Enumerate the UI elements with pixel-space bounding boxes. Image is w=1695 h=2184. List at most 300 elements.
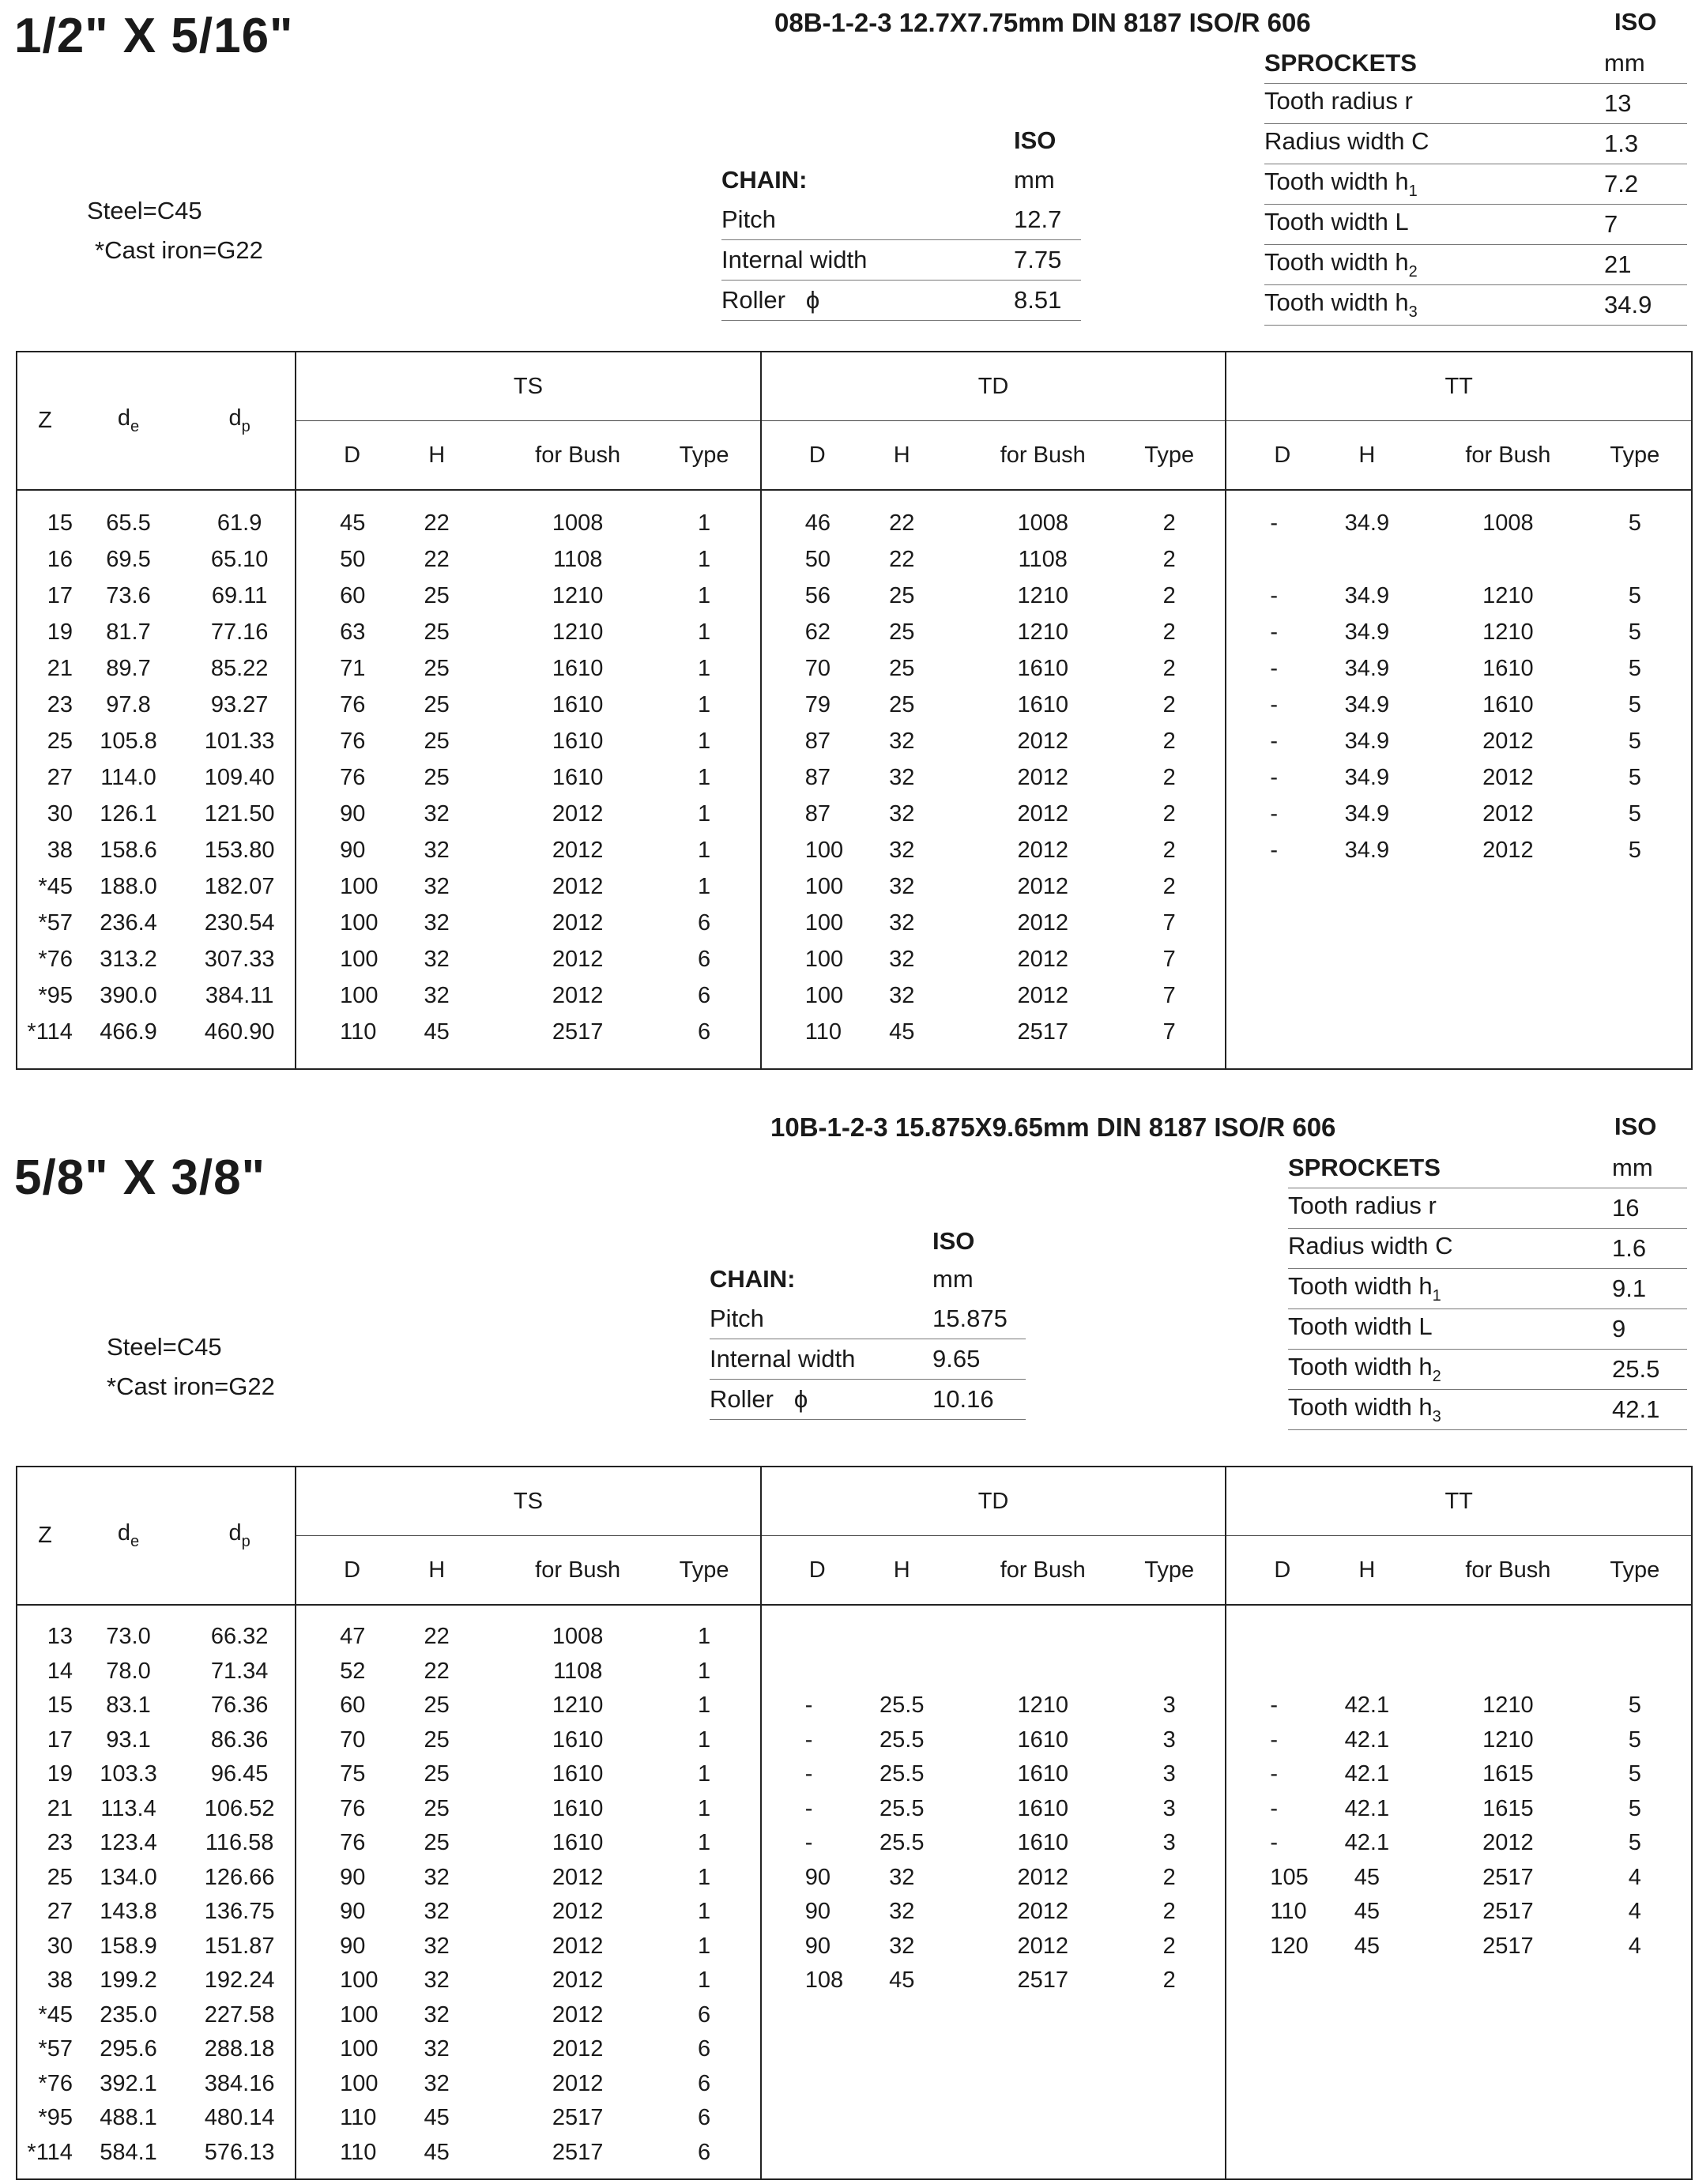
table-cell bbox=[1579, 941, 1691, 977]
size-title: 5/8" X 3/8" bbox=[14, 1150, 266, 1205]
table-cell: 25.5 bbox=[880, 1795, 925, 1821]
table-cell: 2 bbox=[1162, 800, 1176, 827]
table-cell: 2012 bbox=[552, 1967, 604, 1994]
chain-label: Pitch bbox=[721, 200, 1014, 240]
table-cell: 5 bbox=[1628, 764, 1641, 790]
table-cell: 584.1 bbox=[100, 2139, 157, 2165]
table-cell: 1 bbox=[698, 1933, 711, 1959]
table-cell: 66.32 bbox=[210, 1624, 269, 1650]
table-cell: 30 bbox=[47, 800, 73, 827]
table-cell: 42.1 bbox=[1344, 1795, 1390, 1821]
table-cell: 5 bbox=[1628, 1761, 1641, 1787]
table-cell: 2 bbox=[1162, 619, 1176, 645]
table-cell: 47 bbox=[296, 1620, 366, 1655]
table-cell: 61.9 bbox=[217, 510, 262, 536]
sprocket-label: Tooth width h bbox=[1288, 1272, 1433, 1300]
table-cell: *45 bbox=[38, 873, 73, 899]
table-cell: *114 bbox=[27, 1019, 73, 1045]
table-cell: 17 bbox=[47, 1726, 73, 1753]
col-header: for Bush bbox=[972, 421, 1113, 491]
table-cell: 32 bbox=[889, 1933, 915, 1959]
table-cell: 1 bbox=[698, 1899, 711, 1925]
table-cell: 488.1 bbox=[100, 2105, 157, 2131]
table-row bbox=[17, 505, 1691, 541]
table-cell: 32 bbox=[424, 2036, 450, 2062]
sprocket-label: Tooth width h bbox=[1264, 248, 1409, 276]
table-cell: 90 bbox=[761, 1930, 831, 1964]
table-cell: 6 bbox=[698, 909, 711, 936]
table-cell: 2 bbox=[1162, 728, 1176, 754]
table-cell: 153.80 bbox=[204, 837, 275, 863]
table-cell bbox=[1226, 2101, 1296, 2136]
table-cell: 5 bbox=[1628, 691, 1641, 717]
table-cell: - bbox=[761, 1757, 831, 1792]
material-cast-iron: *Cast iron=G22 bbox=[95, 236, 263, 264]
col-header: H bbox=[1297, 1536, 1438, 1606]
table-cell: 32 bbox=[424, 837, 450, 863]
table-cell: 2 bbox=[1162, 764, 1176, 790]
table-cell: *95 bbox=[38, 982, 73, 1008]
table-cell: 32 bbox=[889, 728, 915, 754]
table-cell: 25 bbox=[424, 1693, 450, 1719]
table-cell: 22 bbox=[889, 546, 915, 572]
table-cell bbox=[1579, 1655, 1691, 1689]
table-row bbox=[17, 1792, 1691, 1827]
table-cell: 1610 bbox=[1482, 655, 1534, 681]
table-cell: 100 bbox=[761, 905, 831, 941]
sprockets-table bbox=[1288, 1148, 1687, 1430]
table-cell: 25.5 bbox=[880, 1693, 925, 1719]
table-cell: *45 bbox=[38, 2001, 73, 2028]
table-cell bbox=[1113, 2101, 1226, 2136]
table-cell: 100 bbox=[296, 868, 366, 905]
sprockets-unit: mm bbox=[1604, 43, 1687, 84]
table-cell bbox=[1297, 2032, 1438, 2067]
table-cell: 23 bbox=[47, 1830, 73, 1856]
chain-row bbox=[710, 1299, 1026, 1339]
table-cell: - bbox=[1226, 687, 1296, 723]
table-cell: 110 bbox=[296, 2101, 366, 2136]
col-header: for Bush bbox=[507, 1536, 649, 1606]
table-cell bbox=[1579, 2032, 1691, 2067]
table-cell: 16 bbox=[47, 546, 73, 572]
table-cell: 105 bbox=[1226, 1861, 1296, 1896]
table-cell: 87 bbox=[761, 759, 831, 796]
chain-label: Roller bbox=[721, 286, 785, 314]
table-cell: 2 bbox=[1162, 837, 1176, 863]
table-cell: 25 bbox=[47, 1864, 73, 1890]
table-cell: 110 bbox=[1226, 1895, 1296, 1930]
table-cell bbox=[1297, 541, 1438, 578]
table-cell: 25 bbox=[889, 582, 915, 608]
table-cell: 100 bbox=[296, 941, 366, 977]
table-cell bbox=[1226, 1998, 1296, 2033]
table-cell: 113.4 bbox=[100, 1795, 156, 1821]
table-cell bbox=[1437, 905, 1579, 941]
table-cell: 1008 bbox=[1017, 510, 1068, 536]
table-cell: 87 bbox=[761, 723, 831, 759]
spec-title: 10B-1-2-3 15.875X9.65mm DIN 8187 ISO/R 606 bbox=[770, 1113, 1336, 1142]
sprockets-iso-label: ISO bbox=[1614, 8, 1657, 36]
table-cell: 32 bbox=[889, 946, 915, 972]
table-cell bbox=[1226, 1964, 1296, 1998]
table-cell: *76 bbox=[38, 2070, 73, 2096]
col-dp: $d_p$ bbox=[184, 1467, 296, 1605]
table-cell: 5 bbox=[1628, 800, 1641, 827]
table-cell: 70 bbox=[296, 1723, 366, 1758]
table-cell: - bbox=[761, 1826, 831, 1861]
table-cell: - bbox=[1226, 1757, 1296, 1792]
table-cell: 69.11 bbox=[211, 582, 268, 608]
table-cell: 2012 bbox=[552, 2001, 604, 2028]
table-cell bbox=[1226, 1014, 1296, 1050]
table-cell: 110 bbox=[296, 2136, 366, 2171]
material-notes bbox=[87, 191, 263, 270]
table-cell: 32 bbox=[889, 873, 915, 899]
table-cell: 1210 bbox=[552, 582, 604, 608]
table-cell bbox=[831, 2032, 973, 2067]
sprockets-iso-label: ISO bbox=[1614, 1113, 1657, 1140]
table-cell: 235.0 bbox=[100, 2001, 157, 2028]
table-cell: 100 bbox=[296, 1964, 366, 1998]
table-cell: 2012 bbox=[1482, 728, 1534, 754]
table-cell: 76 bbox=[296, 1792, 366, 1827]
table-cell: 25.5 bbox=[880, 1830, 925, 1856]
table-cell bbox=[1579, 977, 1691, 1014]
table-cell: 2012 bbox=[1482, 1830, 1534, 1856]
table-cell: 121.50 bbox=[204, 800, 275, 827]
table-cell: 5 bbox=[1628, 655, 1641, 681]
table-cell: 7 bbox=[1162, 1019, 1176, 1045]
table-cell: 100 bbox=[761, 868, 831, 905]
table-cell: 2012 bbox=[552, 946, 604, 972]
table-cell: 2012 bbox=[552, 800, 604, 827]
table-cell: 32 bbox=[889, 800, 915, 827]
table-cell: 34.9 bbox=[1344, 619, 1390, 645]
col-header: for Bush bbox=[972, 1536, 1113, 1606]
table-cell: 106.52 bbox=[204, 1795, 275, 1821]
table-cell: 50 bbox=[296, 541, 366, 578]
table-cell: 56 bbox=[761, 578, 831, 614]
sprocket-row bbox=[1264, 124, 1687, 164]
table-row bbox=[17, 723, 1691, 759]
table-cell bbox=[1437, 1014, 1579, 1050]
table-cell: 2012 bbox=[552, 2070, 604, 2096]
table-cell: 32 bbox=[424, 2001, 450, 2028]
table-cell: 1 bbox=[698, 1795, 711, 1821]
sprocket-row bbox=[1288, 1229, 1687, 1269]
table-cell: 1210 bbox=[1017, 582, 1068, 608]
table-cell: - bbox=[1226, 650, 1296, 687]
spec-title: 08B-1-2-3 12.7X7.75mm DIN 8187 ISO/R 606 bbox=[774, 8, 1311, 37]
table-cell bbox=[1437, 2067, 1579, 2102]
table-cell: 73.0 bbox=[106, 1624, 151, 1650]
table-cell bbox=[1297, 2136, 1438, 2171]
table-cell: 34.9 bbox=[1344, 837, 1390, 863]
chain-table bbox=[710, 1260, 1026, 1420]
table-cell bbox=[761, 2136, 831, 2171]
table-cell: 2012 bbox=[552, 837, 604, 863]
table-cell: 45 bbox=[1354, 1864, 1380, 1890]
table-cell: 90 bbox=[296, 1861, 366, 1896]
col-header: H bbox=[831, 421, 973, 491]
col-de: $d_e$ bbox=[73, 352, 184, 490]
table-cell: 69.5 bbox=[106, 546, 151, 572]
chain-value: 12.7 bbox=[1014, 200, 1081, 240]
size-title: 1/2" X 5/16" bbox=[14, 9, 294, 63]
table-cell: 83.1 bbox=[106, 1693, 151, 1719]
table-cell: 1 bbox=[698, 728, 711, 754]
table-cell: 2 bbox=[1162, 1933, 1176, 1959]
sprocket-row: Tooth width $h_1$ 9.1 bbox=[1288, 1269, 1687, 1309]
table-cell bbox=[1437, 868, 1579, 905]
sprocket-label: Tooth radius r bbox=[1288, 1192, 1437, 1219]
table-row bbox=[17, 868, 1691, 905]
table-cell: 32 bbox=[889, 764, 915, 790]
table-cell: 25 bbox=[424, 582, 450, 608]
table-row bbox=[17, 1930, 1691, 1964]
table-cell: 1 bbox=[698, 546, 711, 572]
material-steel: Steel=C45 bbox=[87, 197, 202, 224]
table-cell bbox=[1579, 905, 1691, 941]
table-cell: 143.8 bbox=[100, 1899, 157, 1925]
table-cell: 79 bbox=[761, 687, 831, 723]
table-cell: 32 bbox=[424, 1864, 450, 1890]
table-cell: 42.1 bbox=[1344, 1693, 1390, 1719]
table-cell: 90 bbox=[296, 1930, 366, 1964]
table-cell: 392.1 bbox=[100, 2070, 157, 2096]
table-cell bbox=[831, 2067, 973, 2102]
table-cell: 2012 bbox=[552, 909, 604, 936]
table-row bbox=[17, 2067, 1691, 2102]
table-cell: 1610 bbox=[552, 1795, 604, 1821]
table-cell: 2517 bbox=[552, 2105, 604, 2131]
table-cell: *95 bbox=[38, 2105, 73, 2131]
sprocket-value: 13 bbox=[1604, 84, 1687, 124]
table-header-row bbox=[17, 352, 1691, 421]
table-cell bbox=[1226, 2032, 1296, 2067]
table-cell: 34.9 bbox=[1344, 728, 1390, 754]
table-cell: 77.16 bbox=[210, 619, 269, 645]
table-cell: 576.13 bbox=[204, 2139, 275, 2165]
chain-value: 9.65 bbox=[932, 1339, 1026, 1380]
sprocket-row bbox=[1264, 205, 1687, 245]
table-row bbox=[17, 1014, 1691, 1050]
table-cell: 27 bbox=[47, 764, 73, 790]
chain-label: Pitch bbox=[710, 1299, 932, 1339]
sprockets-table bbox=[1264, 43, 1687, 326]
table-cell: 90 bbox=[296, 796, 366, 832]
chain-label: Internal width bbox=[710, 1339, 932, 1380]
table-cell: 1610 bbox=[552, 1830, 604, 1856]
table-cell: 2012 bbox=[1017, 1899, 1068, 1925]
table-cell: 1108 bbox=[552, 546, 603, 572]
table-cell: 460.90 bbox=[204, 1019, 275, 1045]
table-cell: 5 bbox=[1628, 510, 1641, 536]
table-cell: - bbox=[1226, 796, 1296, 832]
chain-value: 10.16 bbox=[932, 1380, 1026, 1420]
table-cell: 97.8 bbox=[106, 691, 151, 717]
phi-symbol: ϕ bbox=[793, 1385, 808, 1413]
table-cell: 126.1 bbox=[100, 800, 157, 827]
table-cell: 3 bbox=[1162, 1726, 1176, 1753]
table-cell: 116.58 bbox=[205, 1830, 274, 1856]
table-cell bbox=[1226, 541, 1296, 578]
table-cell: 1610 bbox=[552, 1761, 604, 1787]
table-cell: 7 bbox=[1162, 982, 1176, 1008]
table-cell: - bbox=[1226, 1689, 1296, 1723]
table-cell: 32 bbox=[889, 982, 915, 1008]
sprocket-row: Tooth width $h_3$ 34.9 bbox=[1264, 285, 1687, 326]
table-cell: 32 bbox=[424, 982, 450, 1008]
table-cell bbox=[761, 2101, 831, 2136]
table-cell: 46 bbox=[761, 505, 831, 541]
sprocket-value: 9.1 bbox=[1612, 1269, 1687, 1309]
table-cell: 2012 bbox=[552, 2036, 604, 2062]
table-cell bbox=[831, 2101, 973, 2136]
table-cell: 1610 bbox=[1482, 691, 1534, 717]
table-cell: 101.33 bbox=[204, 728, 275, 754]
col-header: Type bbox=[1113, 421, 1226, 491]
table-cell: 45 bbox=[889, 1967, 915, 1994]
table-header-row bbox=[17, 1467, 1691, 1536]
table-cell: 5 bbox=[1628, 1795, 1641, 1821]
table-cell bbox=[1437, 1964, 1579, 1998]
table-row bbox=[17, 1998, 1691, 2033]
sprocket-value: 7 bbox=[1604, 205, 1687, 245]
table-cell: 1 bbox=[698, 1726, 711, 1753]
table-cell: 199.2 bbox=[100, 1967, 157, 1994]
table-row bbox=[17, 2101, 1691, 2136]
table-cell: 76 bbox=[296, 687, 366, 723]
table-cell: 1610 bbox=[552, 655, 604, 681]
col-header: H bbox=[1297, 421, 1438, 491]
table-cell: 45 bbox=[296, 505, 366, 541]
table-cell bbox=[1579, 868, 1691, 905]
group-header-td: TD bbox=[761, 1467, 1226, 1536]
table-cell: - bbox=[761, 1792, 831, 1827]
table-cell: 4 bbox=[1628, 1933, 1641, 1959]
table-cell: 100 bbox=[761, 977, 831, 1014]
group-header-td: TD bbox=[761, 352, 1226, 421]
table-cell bbox=[972, 1998, 1113, 2033]
group-header-ts: TS bbox=[296, 1467, 761, 1536]
table-cell: 6 bbox=[698, 946, 711, 972]
table-row bbox=[17, 977, 1691, 1014]
table-cell: 1610 bbox=[1017, 655, 1068, 681]
chain-iso-label: ISO bbox=[932, 1227, 975, 1255]
table-cell: 32 bbox=[889, 1899, 915, 1925]
table-cell bbox=[1437, 977, 1579, 1014]
table-cell: 2 bbox=[1162, 873, 1176, 899]
table-row bbox=[17, 687, 1691, 723]
table-cell: 480.14 bbox=[204, 2105, 275, 2131]
table-cell: 466.9 bbox=[100, 1019, 157, 1045]
table-cell: 5 bbox=[1628, 1726, 1641, 1753]
table-cell: 1610 bbox=[552, 691, 604, 717]
table-cell bbox=[1297, 1655, 1438, 1689]
table-cell: 45 bbox=[424, 2139, 450, 2165]
table-cell: 2517 bbox=[1017, 1019, 1068, 1045]
phi-symbol: ϕ bbox=[805, 286, 820, 314]
table-cell: 384.16 bbox=[204, 2070, 275, 2096]
table-cell: 96.45 bbox=[210, 1761, 269, 1787]
table-cell: 1 bbox=[698, 582, 711, 608]
sprocket-value: 7.2 bbox=[1604, 164, 1687, 205]
table-cell: 60 bbox=[296, 1689, 366, 1723]
table-cell: 1 bbox=[698, 764, 711, 790]
table-cell bbox=[1437, 2032, 1579, 2067]
table-cell: 90 bbox=[296, 1895, 366, 1930]
table-cell: 3 bbox=[1162, 1693, 1176, 1719]
table-cell bbox=[831, 1620, 973, 1655]
table-cell: 45 bbox=[1354, 1899, 1380, 1925]
table-cell bbox=[1226, 1620, 1296, 1655]
table-cell bbox=[1297, 868, 1438, 905]
table-cell bbox=[1579, 2067, 1691, 2102]
table-cell: 1610 bbox=[552, 764, 604, 790]
sprocket-row: Tooth width $h_3$ 42.1 bbox=[1288, 1390, 1687, 1430]
sprocket-label: Tooth width h bbox=[1264, 168, 1409, 195]
chain-table bbox=[721, 160, 1081, 321]
table-cell: 38 bbox=[47, 837, 73, 863]
table-cell: 62 bbox=[761, 614, 831, 650]
table-cell: 78.0 bbox=[106, 1658, 151, 1684]
table-cell: 2012 bbox=[1017, 946, 1068, 972]
table-cell: 1610 bbox=[1017, 1761, 1068, 1787]
table-cell: 76.36 bbox=[210, 1693, 269, 1719]
table-cell: 100 bbox=[761, 941, 831, 977]
table-row bbox=[17, 1964, 1691, 1998]
col-dp: $d_p$ bbox=[184, 352, 296, 490]
table-cell: - bbox=[1226, 1792, 1296, 1827]
table-cell: 100 bbox=[296, 2032, 366, 2067]
table-cell: 158.6 bbox=[100, 837, 157, 863]
table-cell: 4 bbox=[1628, 1864, 1641, 1890]
table-cell bbox=[761, 1655, 831, 1689]
table-cell bbox=[1113, 1620, 1226, 1655]
col-de: $d_e$ bbox=[73, 1467, 184, 1605]
table-cell: 85.22 bbox=[210, 655, 269, 681]
table-cell: 313.2 bbox=[100, 946, 157, 972]
table-cell: 75 bbox=[296, 1757, 366, 1792]
table-cell: 6 bbox=[698, 2070, 711, 2096]
chain-row bbox=[721, 200, 1081, 240]
col-header: Type bbox=[648, 421, 760, 491]
table-cell: 25 bbox=[424, 1761, 450, 1787]
table-cell bbox=[1579, 1998, 1691, 2033]
table-cell: 7 bbox=[1162, 946, 1176, 972]
sprocket-label: Tooth width h bbox=[1288, 1393, 1433, 1421]
col-header: H bbox=[366, 1536, 507, 1606]
chain-row bbox=[710, 1339, 1026, 1380]
table-cell: 32 bbox=[424, 1967, 450, 1994]
table-cell bbox=[1579, 2101, 1691, 2136]
table-cell: 90 bbox=[761, 1861, 831, 1896]
table-cell: 5 bbox=[1628, 837, 1641, 863]
table-cell: 2012 bbox=[1017, 873, 1068, 899]
table-row bbox=[17, 1689, 1691, 1723]
chain-unit: mm bbox=[1014, 166, 1055, 194]
table-row bbox=[17, 1723, 1691, 1758]
table-cell: 110 bbox=[761, 1014, 831, 1050]
table-cell bbox=[1437, 541, 1579, 578]
table-cell: 32 bbox=[889, 909, 915, 936]
table-cell bbox=[972, 2067, 1113, 2102]
table-cell: 1210 bbox=[1482, 1726, 1534, 1753]
table-cell: 42.1 bbox=[1344, 1761, 1390, 1787]
table-cell bbox=[1113, 2032, 1226, 2067]
